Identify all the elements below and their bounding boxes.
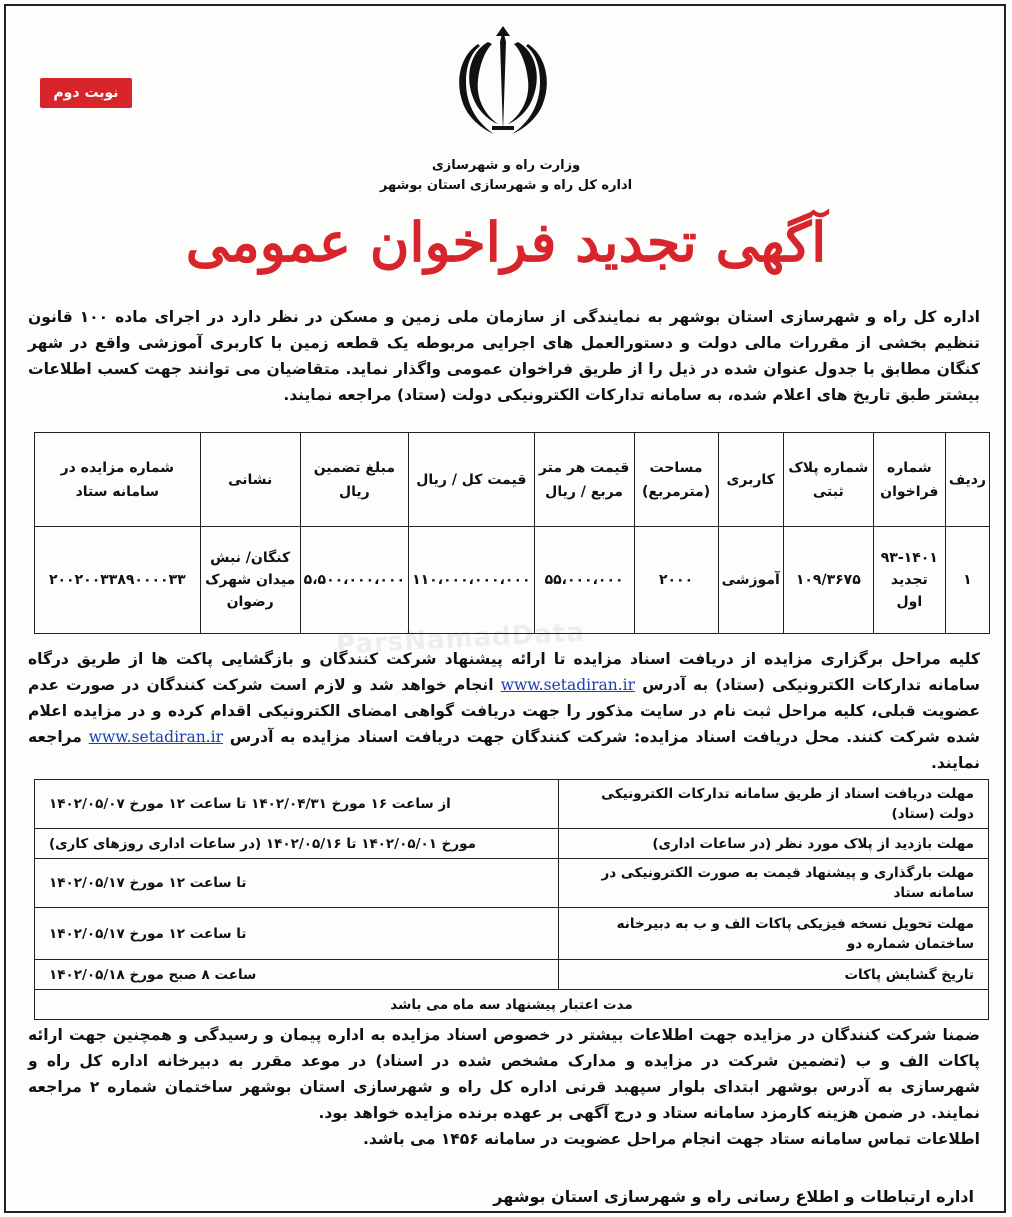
schedule-row xyxy=(35,829,989,859)
closing-text: ضمنا شرکت کنندگان در مزایده جهت اطلاعات بیشتر در خصوص اسناد مزایده به اداره پیمان و رسیدگی و همچنین جهت ارائه پاکات الف و ب (تضمین شرکت در مزایده و مدارک مشخص شده در اسناد) در موعد مقرر به دبیرخانه اداره کل راه و شهرسازی به آدرس بوشهر ابتدای بلوار سپهبد قرنی اداره کل راه و شهرسازی استان بوشهر ساختمان شماره ۲ مراجعه نمایند. در ضمن هزینه کارمزد سامانه ستاد و درج آگهی بر عهده برنده مزایده خواهد بود. xyxy=(28,1026,980,1122)
office-name: اداره کل راه و شهرسازی استان بوشهر xyxy=(379,178,633,193)
cell-guarantee: ۵،۵۰۰،۰۰۰،۰۰۰ xyxy=(300,527,408,634)
cell-plate-number: ۱۰۹/۳۶۷۵ xyxy=(783,527,873,634)
schedule-value: ساعت ۸ صبح مورخ ۱۴۰۲/۰۵/۱۸ xyxy=(35,960,559,990)
schedule-row xyxy=(35,960,989,990)
schedule-label: مهلت تحویل نسخه فیزیکی پاکات الف و ب به دبیرخانه ساختمان شماره دو xyxy=(559,908,989,960)
process-text-3: مراجعه نمایند. xyxy=(28,728,980,772)
schedule-row xyxy=(35,859,989,908)
schedule-row xyxy=(35,780,989,829)
closing-paragraph xyxy=(28,1022,980,1152)
setad-link-2[interactable]: www.setadiran.ir xyxy=(88,728,223,746)
setad-link[interactable]: www.setadiran.ir xyxy=(500,676,636,694)
cell-area: ۲۰۰۰ xyxy=(634,527,718,634)
watermark: ParsNamadData xyxy=(335,617,586,661)
schedule-value: از ساعت ۱۶ مورخ ۱۴۰۲/۰۴/۳۱ تا ساعت ۱۲ مورخ ۱۴۰۲/۰۵/۰۷ xyxy=(35,780,559,829)
ministry-heading xyxy=(306,156,706,196)
ministry-name: وزارت راه و شهرسازی xyxy=(431,158,581,173)
cell-row-number: ۱ xyxy=(945,527,989,634)
schedule-value: مورخ ۱۴۰۲/۰۵/۰۱ تا ۱۴۰۲/۰۵/۱۶ (در ساعات اداری روزهای کاری) xyxy=(35,829,559,859)
iran-emblem-icon xyxy=(448,22,558,142)
header-row-number: ردیف xyxy=(945,433,989,527)
header-area: مساحت (مترمربع) xyxy=(634,433,718,527)
land-table xyxy=(34,432,990,634)
issuer-footer: اداره ارتباطات و اطلاع رسانی راه و شهرسازی استان بوشهر xyxy=(493,1187,974,1206)
schedule-label: مهلت دریافت اسناد از طریق سامانه تدارکات الکترونیکی دولت (ستاد) xyxy=(559,780,989,829)
validity-row xyxy=(35,990,989,1020)
process-paragraph xyxy=(28,646,980,776)
schedule-value: تا ساعت ۱۲ مورخ ۱۴۰۲/۰۵/۱۷ xyxy=(35,908,559,960)
process-text-2: انجام خواهد شد و لازم است شرکت کنندگان در صورت عدم عضویت قبلی، کلیه مراحل ثبت نام در سایت مذکور را جهت دریافت گواهی امضای الکترونیکی اقدام کرده و در مزایده اعلام شده شرکت کنند. محل دریافت اسناد مزایده: شرکت کنندگان جهت دریافت اسناد مزایده به آدرس xyxy=(28,676,980,746)
header-call-number: شماره فراخوان xyxy=(873,433,945,527)
cell-total-price: ۱۱۰،۰۰۰،۰۰۰،۰۰۰ xyxy=(409,527,535,634)
cell-address: کنگان/ نبش میدان شهرک رضوان xyxy=(200,527,300,634)
notice-page xyxy=(4,4,1006,1213)
schedule-label: مهلت بارگذاری و پیشنهاد قیمت به صورت الکترونیکی در سامانه ستاد xyxy=(559,859,989,908)
cell-unit-price: ۵۵،۰۰۰،۰۰۰ xyxy=(534,527,634,634)
intro-paragraph: اداره کل راه و شهرسازی استان بوشهر به نمایندگی از سازمان ملی زمین و مسکن در نظر دارد در اجرای ماده ۱۰۰ قانون تنظیم بخشی از مقررات مالی دولت و دستورالعمل های اجرایی مربوطه یک قطعه زمین با کاربری آموزشی واقع در شهر کنگان مطابق با جدول عنوان شده در ذیل را از طریق فراخوان عمومی واگذار نماید. متقاضیان می توانند جهت کسب اطلاعات بیشتر طبق تاریخ های اعلام شده، به سامانه تدارکات الکترونیکی دولت (ستاد) مراجعه نمایند. xyxy=(28,308,980,404)
header-total-price: قیمت کل / ریال xyxy=(409,433,535,527)
notice-title: آگهی تجدید فراخوان عمومی xyxy=(185,210,827,274)
contact-text: اطلاعات تماس سامانه ستاد جهت انجام مراحل عضویت در سامانه ۱۴۵۶ می باشد. xyxy=(363,1130,980,1148)
process-text-1: کلیه مراحل برگزاری مزایده از دریافت اسناد مزایده تا ارائه پیشنهاد شرکت کنندگان و بازگشایی پاکت ها از طریق درگاه سامانه تدارکات الکترونیکی (ستاد) به آدرس xyxy=(28,650,980,694)
cell-usage: آموزشی xyxy=(718,527,783,634)
schedule-table xyxy=(34,779,989,1020)
schedule-label: مهلت بازدید از پلاک مورد نظر (در ساعات اداری) xyxy=(559,829,989,859)
cell-call-number: ۹۳-۱۴۰۱ تجدید اول xyxy=(873,527,945,634)
schedule-label: تاریخ گشایش پاکات xyxy=(559,960,989,990)
schedule-value: تا ساعت ۱۲ مورخ ۱۴۰۲/۰۵/۱۷ xyxy=(35,859,559,908)
header-usage: کاربری xyxy=(718,433,783,527)
schedule-row xyxy=(35,908,989,960)
header-guarantee: مبلغ تضمین ریال xyxy=(300,433,408,527)
header-unit-price: قیمت هر متر مربع / ریال xyxy=(534,433,634,527)
table-header-row xyxy=(35,433,990,527)
cell-auction-number: ۲۰۰۲۰۰۳۳۸۹۰۰۰۰۳۳ xyxy=(35,527,201,634)
header-auction-number: شماره مزایده در سامانه ستاد xyxy=(35,433,201,527)
header-address: نشانی xyxy=(200,433,300,527)
validity-text: مدت اعتبار پیشنهاد سه ماه می باشد xyxy=(35,990,989,1020)
header-plate-number: شماره پلاک ثبتی xyxy=(783,433,873,527)
second-round-badge: نوبت دوم xyxy=(40,78,132,108)
table-row xyxy=(35,527,990,634)
